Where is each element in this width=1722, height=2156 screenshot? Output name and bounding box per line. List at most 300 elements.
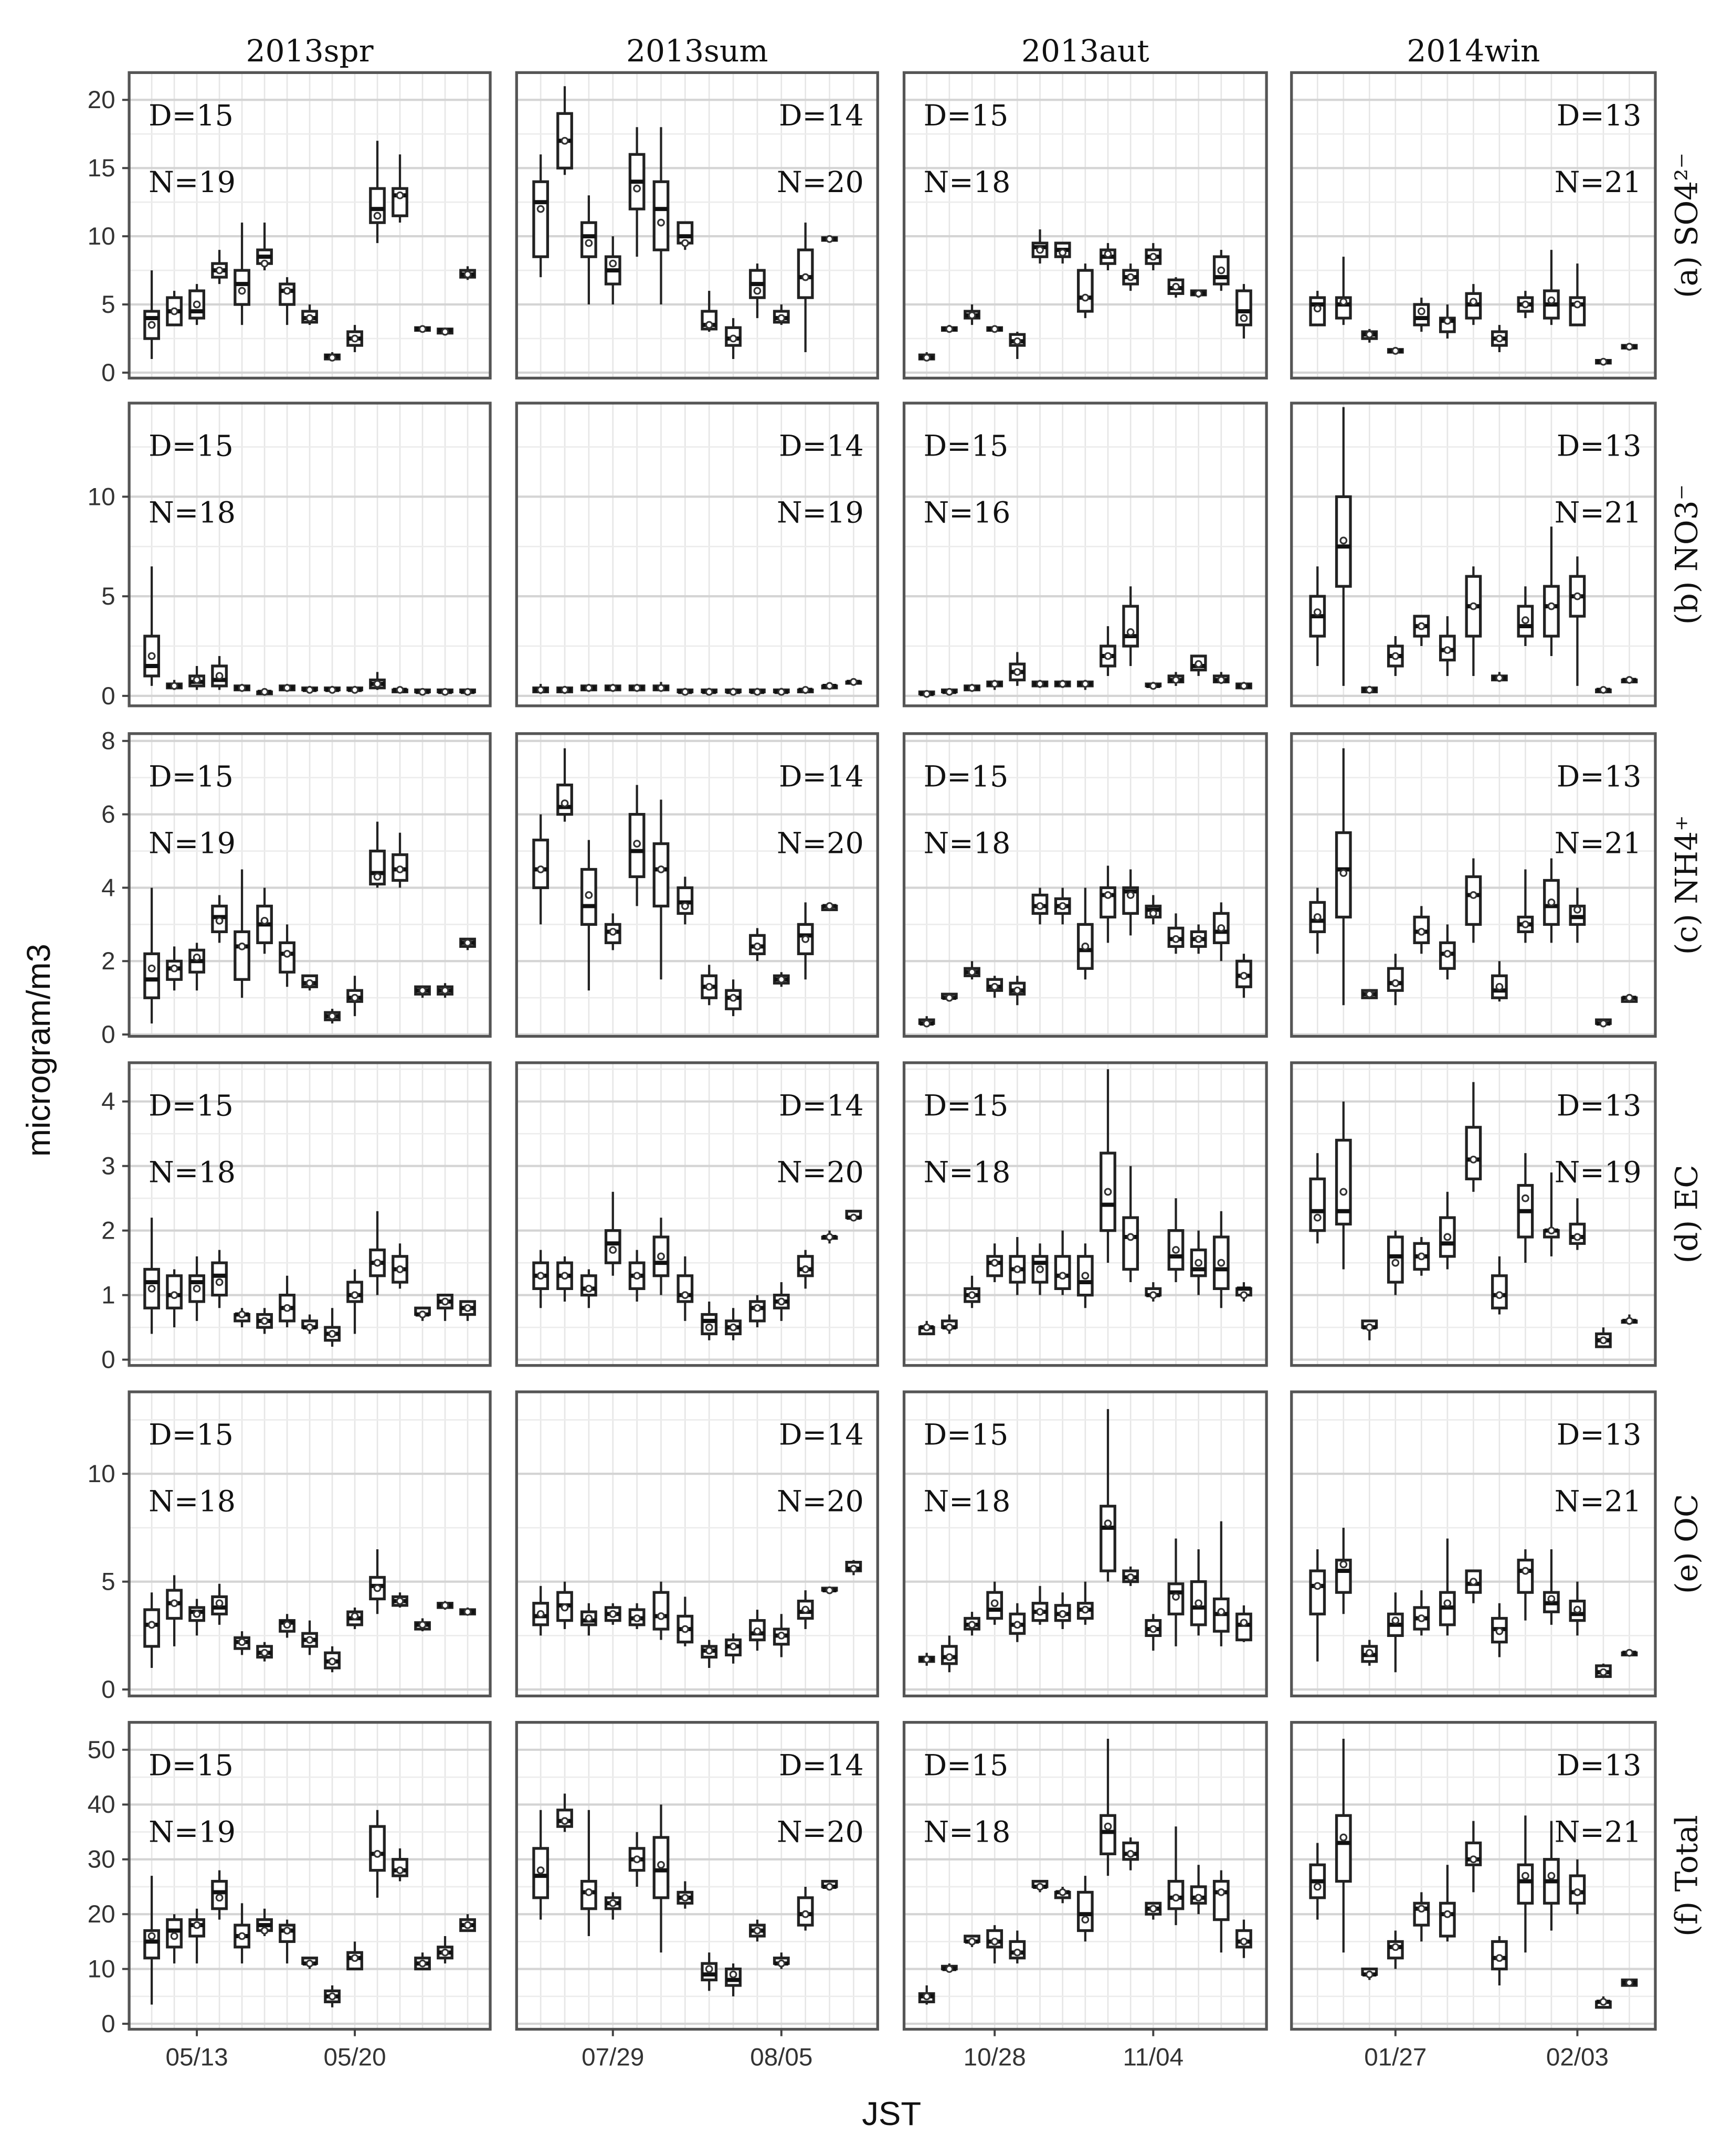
- box-mean-point: [991, 1939, 998, 1945]
- box-mean-point: [1127, 892, 1134, 899]
- box-13: [822, 1882, 836, 1890]
- panel: [1292, 1392, 1655, 1696]
- box-mean-point: [1105, 1520, 1111, 1527]
- box-mean-point: [1419, 1906, 1425, 1912]
- box-mean-point: [442, 1602, 448, 1609]
- box-mean-point: [1082, 1917, 1089, 1923]
- box-mean-point: [658, 1253, 664, 1260]
- days-count-label: D=13: [1556, 1088, 1642, 1123]
- box-mean-point: [946, 1654, 953, 1661]
- season-strip-label: 2013spr: [246, 33, 374, 69]
- box-mean-point: [634, 841, 640, 847]
- box-5: [1414, 1237, 1428, 1276]
- panel: [1292, 734, 1655, 1037]
- box-mean-point: [1392, 1260, 1399, 1266]
- days-count-label: D=15: [923, 1748, 1009, 1783]
- x-tick-label: 01/27: [1364, 2043, 1427, 2072]
- box-mean-point: [149, 1933, 155, 1939]
- box-mean-point: [1105, 653, 1111, 659]
- panel: [1292, 403, 1655, 706]
- box-mean-point: [464, 1609, 471, 1615]
- sample-count-label: N=20: [776, 1484, 864, 1519]
- box-mean-point: [261, 689, 268, 695]
- box-mean-point: [586, 1286, 592, 1292]
- box-mean-point: [537, 1273, 544, 1279]
- box-mean-point: [1150, 1626, 1156, 1632]
- y-tick-label: 6: [101, 800, 115, 829]
- box-13: [822, 236, 836, 242]
- box-mean-point: [1575, 1889, 1581, 1896]
- y-tick-label: 0: [101, 682, 115, 710]
- box-mean-point: [1575, 907, 1581, 913]
- box-mean-point: [1444, 1911, 1451, 1917]
- box-mean-point: [1548, 900, 1555, 906]
- box-mean-point: [658, 219, 664, 226]
- box-mean-point: [149, 322, 155, 328]
- box-mean-point: [194, 677, 200, 683]
- box-mean-point: [307, 687, 313, 693]
- box-mean-point: [171, 683, 177, 689]
- box-iqr: [1545, 586, 1558, 636]
- box-mean-point: [1015, 1622, 1021, 1628]
- box-mean-point: [239, 944, 245, 950]
- box-mean-point: [1037, 247, 1043, 253]
- box-mean-point: [827, 903, 833, 910]
- box-mean-point: [682, 1626, 689, 1632]
- box-12: [798, 687, 812, 694]
- panel: [1292, 72, 1655, 378]
- x-tick-label: 07/29: [582, 2043, 645, 2072]
- box-mean-point: [464, 1922, 471, 1928]
- box-15: [1237, 682, 1251, 690]
- box-mean-point: [1150, 253, 1156, 260]
- box-mean-point: [706, 984, 712, 990]
- box-mean-point: [537, 1611, 544, 1617]
- box-11: [775, 688, 788, 695]
- y-tick-label: 2: [101, 1217, 115, 1245]
- panel: [904, 734, 1267, 1037]
- box-mean-point: [1340, 537, 1347, 544]
- box-iqr: [1237, 1614, 1251, 1640]
- box-mean-point: [1575, 1234, 1581, 1240]
- box-mean-point: [329, 1013, 335, 1019]
- box-mean-point: [1015, 1949, 1021, 1956]
- box-mean-point: [562, 138, 568, 144]
- box-mean-point: [1523, 301, 1529, 308]
- panel: [904, 403, 1267, 706]
- panel: [904, 1722, 1267, 2030]
- box-mean-point: [706, 1966, 712, 1972]
- box-mean-point: [239, 288, 245, 294]
- y-tick-label: 0: [101, 1021, 115, 1049]
- box-mean-point: [610, 685, 616, 691]
- box-mean-point: [1626, 1980, 1633, 1986]
- box-mean-point: [1241, 973, 1247, 979]
- box-iqr: [1214, 1882, 1228, 1920]
- box-mean-point: [1626, 677, 1633, 683]
- box-mean-point: [1340, 299, 1347, 305]
- days-count-label: D=14: [779, 1748, 864, 1783]
- box-mean-point: [216, 267, 223, 273]
- box-2: [558, 686, 572, 694]
- box-mean-point: [1060, 1889, 1066, 1896]
- box-mean-point: [261, 1928, 268, 1934]
- days-count-label: D=13: [1556, 1748, 1642, 1783]
- species-strip-label: (f) Total: [1668, 1815, 1705, 1937]
- box-mean-point: [1037, 1609, 1043, 1615]
- box-mean-point: [778, 315, 785, 321]
- box-mean-point: [1626, 1318, 1633, 1324]
- box-mean-point: [682, 1895, 689, 1901]
- box-mean-point: [194, 1286, 200, 1292]
- box-mean-point: [1082, 1273, 1089, 1279]
- sample-count-label: N=18: [923, 165, 1011, 199]
- box-mean-point: [397, 1266, 403, 1273]
- box-mean-point: [1548, 1596, 1555, 1602]
- box-mean-point: [1444, 1234, 1451, 1240]
- box-mean-point: [329, 1658, 335, 1665]
- box-mean-point: [1419, 929, 1425, 935]
- box-mean-point: [1173, 1895, 1179, 1901]
- box-mean-point: [562, 1604, 568, 1611]
- box-mean-point: [397, 866, 403, 873]
- box-mean-point: [634, 685, 640, 691]
- box-mean-point: [706, 322, 712, 328]
- box-iqr: [1124, 606, 1137, 646]
- y-tick-label: 10: [87, 223, 115, 251]
- sample-count-label: N=18: [149, 495, 236, 530]
- x-tick-label: 02/03: [1546, 2043, 1609, 2072]
- sample-count-label: N=20: [776, 1815, 864, 1849]
- box-mean-point: [924, 1020, 930, 1027]
- box-mean-point: [1523, 1568, 1529, 1574]
- box-mean-point: [239, 1639, 245, 1645]
- box-mean-point: [991, 1600, 998, 1607]
- box-3: [582, 684, 596, 692]
- box-mean-point: [239, 685, 245, 691]
- box-mean-point: [754, 288, 760, 294]
- box-mean-point: [1392, 1618, 1399, 1624]
- box-mean-point: [706, 1324, 712, 1330]
- species-strip-label: (a) SO4²⁻: [1668, 152, 1705, 299]
- box-mean-point: [1105, 1189, 1111, 1195]
- box-mean-point: [658, 1613, 664, 1620]
- box-mean-point: [397, 1867, 403, 1874]
- sample-count-label: N=16: [923, 495, 1011, 530]
- y-tick-label: 20: [87, 1900, 115, 1929]
- box-iqr: [534, 182, 547, 257]
- sample-count-label: N=19: [1554, 1155, 1642, 1190]
- sample-count-label: N=20: [776, 826, 864, 861]
- box-3: [965, 684, 979, 692]
- box-mean-point: [307, 1324, 313, 1330]
- box-mean-point: [1196, 290, 1202, 297]
- box-mean-point: [284, 288, 290, 294]
- box-7: [280, 684, 294, 692]
- season-strip-label: 2013sum: [626, 33, 768, 69]
- box-mean-point: [419, 1622, 426, 1628]
- box-mean-point: [1419, 623, 1425, 629]
- box-mean-point: [1037, 681, 1043, 687]
- box-mean-point: [1241, 1620, 1247, 1626]
- box-7: [678, 688, 692, 695]
- box-mean-point: [374, 1260, 381, 1266]
- box-mean-point: [754, 1928, 760, 1934]
- sample-count-label: N=18: [149, 1155, 236, 1190]
- days-count-label: D=14: [779, 98, 864, 133]
- box-mean-point: [991, 326, 998, 332]
- box-mean-point: [1218, 1260, 1224, 1266]
- box-mean-point: [1600, 687, 1607, 693]
- box-mean-point: [778, 976, 785, 982]
- box-mean-point: [329, 355, 335, 361]
- box-mean-point: [586, 1889, 592, 1896]
- box-mean-point: [778, 689, 785, 695]
- box-mean-point: [1548, 603, 1555, 609]
- y-tick-label: 5: [101, 583, 115, 611]
- box-mean-point: [754, 689, 760, 695]
- box-mean-point: [397, 687, 403, 693]
- box-mean-point: [1366, 1324, 1372, 1330]
- box-iqr: [371, 1826, 384, 1870]
- y-tick-label: 10: [87, 1460, 115, 1488]
- days-count-label: D=13: [1556, 98, 1642, 133]
- box-mean-point: [1015, 987, 1021, 994]
- box-mean-point: [194, 301, 200, 308]
- season-strip-label: 2013aut: [1021, 33, 1149, 69]
- box-iqr: [1311, 1571, 1324, 1614]
- sample-count-label: N=18: [923, 1815, 1011, 1849]
- box-mean-point: [1575, 301, 1581, 308]
- box-mean-point: [1471, 1856, 1477, 1863]
- box-mean-point: [397, 192, 403, 198]
- box-mean-point: [1060, 1611, 1066, 1617]
- box-mean-point: [1444, 318, 1451, 324]
- box-mean-point: [1082, 294, 1089, 301]
- box-mean-point: [171, 1933, 177, 1939]
- box-iqr: [1101, 1815, 1115, 1854]
- days-count-label: D=15: [149, 1748, 234, 1783]
- box-mean-point: [1060, 1273, 1066, 1279]
- box-iqr: [1441, 1903, 1454, 1936]
- box-mean-point: [537, 866, 544, 873]
- box-mean-point: [216, 673, 223, 679]
- days-count-label: D=15: [923, 98, 1009, 133]
- box-mean-point: [171, 965, 177, 971]
- sample-count-label: N=21: [1554, 495, 1642, 530]
- box-mean-point: [991, 1260, 998, 1266]
- days-count-label: D=14: [779, 1088, 864, 1123]
- box-iqr: [1079, 1892, 1092, 1930]
- box-12: [1169, 277, 1182, 298]
- box-mean-point: [1366, 1650, 1372, 1656]
- x-tick-label: 05/13: [165, 2043, 228, 2072]
- box-mean-point: [706, 689, 712, 695]
- box-mean-point: [658, 866, 664, 873]
- y-tick-label: 10: [87, 1955, 115, 1983]
- box-mean-point: [1314, 305, 1320, 312]
- box-mean-point: [464, 940, 471, 946]
- box-mean-point: [969, 1292, 975, 1298]
- box-mean-point: [419, 689, 426, 695]
- box-mean-point: [1015, 1266, 1021, 1273]
- box-mean-point: [329, 1331, 335, 1337]
- box-mean-point: [442, 987, 448, 994]
- sample-count-label: N=19: [149, 165, 236, 199]
- panel: [1292, 1063, 1655, 1366]
- species-strip-label: (d) EC: [1668, 1165, 1705, 1264]
- panel: [516, 734, 878, 1037]
- box-mean-point: [802, 1266, 809, 1273]
- box-4: [1389, 348, 1402, 354]
- box-mean-point: [284, 1622, 290, 1628]
- box-iqr: [1124, 1218, 1137, 1269]
- box-mean-point: [352, 687, 358, 693]
- box-mean-point: [171, 1292, 177, 1298]
- box-mean-point: [1105, 892, 1111, 899]
- box-mean-point: [1127, 1234, 1134, 1240]
- box-mean-point: [827, 1884, 833, 1890]
- box-mean-point: [1496, 335, 1503, 342]
- y-tick-label: 15: [87, 154, 115, 183]
- box-mean-point: [682, 689, 689, 695]
- y-tick-label: 50: [87, 1736, 115, 1764]
- box-mean-point: [352, 1955, 358, 1961]
- box-mean-point: [442, 329, 448, 335]
- box-mean-point: [1082, 1607, 1089, 1613]
- box-mean-point: [802, 1911, 809, 1917]
- box-mean-point: [1218, 267, 1224, 273]
- box-mean-point: [1444, 647, 1451, 653]
- box-iqr: [654, 1592, 668, 1629]
- box-mean-point: [730, 1971, 736, 1978]
- box-mean-point: [1015, 338, 1021, 344]
- box-mean-point: [1105, 1823, 1111, 1830]
- box-mean-point: [969, 969, 975, 975]
- species-strip-label: (c) NH4⁺: [1668, 815, 1705, 955]
- box-7: [1055, 680, 1069, 688]
- box-mean-point: [352, 995, 358, 1001]
- box-3: [190, 284, 204, 325]
- box-mean-point: [284, 1928, 290, 1934]
- box-6: [1033, 680, 1047, 688]
- box-mean-point: [1173, 1247, 1179, 1253]
- box-mean-point: [1340, 1189, 1347, 1195]
- box-mean-point: [194, 1922, 200, 1928]
- box-mean-point: [827, 683, 833, 689]
- box-mean-point: [1392, 980, 1399, 986]
- box-mean-point: [1196, 661, 1202, 667]
- box-mean-point: [1471, 603, 1477, 609]
- box-mean-point: [1366, 1971, 1372, 1978]
- box-iqr: [1311, 1179, 1324, 1230]
- panel: [904, 72, 1267, 378]
- y-tick-label: 4: [101, 1087, 115, 1116]
- box-mean-point: [194, 954, 200, 960]
- box-mean-point: [1523, 1873, 1529, 1879]
- y-tick-label: 8: [101, 727, 115, 755]
- days-count-label: D=15: [923, 429, 1009, 463]
- box-3: [1362, 686, 1376, 693]
- box-mean-point: [284, 1305, 290, 1311]
- box-mean-point: [1241, 1292, 1247, 1298]
- box-mean-point: [610, 1611, 616, 1617]
- days-count-label: D=15: [149, 759, 234, 794]
- box-mean-point: [778, 1298, 785, 1305]
- box-mean-point: [1150, 911, 1156, 917]
- y-tick-label: 5: [101, 290, 115, 319]
- panel: [516, 72, 878, 378]
- box-mean-point: [149, 1622, 155, 1628]
- box-mean-point: [1150, 1906, 1156, 1912]
- box-mean-point: [1314, 609, 1320, 616]
- box-mean-point: [1241, 1939, 1247, 1945]
- box-5: [630, 684, 643, 692]
- box-mean-point: [1523, 617, 1529, 623]
- box-iqr: [1466, 1127, 1480, 1179]
- box-mean-point: [1015, 669, 1021, 675]
- box-mean-point: [1037, 1884, 1043, 1890]
- box-mean-point: [1314, 1884, 1320, 1890]
- box-11: [1146, 682, 1160, 689]
- box-mean-point: [802, 936, 809, 943]
- box-mean-point: [216, 1895, 223, 1901]
- box-mean-point: [1314, 1214, 1320, 1221]
- box-mean-point: [634, 1273, 640, 1279]
- box-mean-point: [1340, 1834, 1347, 1841]
- box-mean-point: [216, 918, 223, 924]
- box-mean-point: [419, 987, 426, 994]
- box-mean-point: [562, 800, 568, 807]
- box-mean-point: [610, 260, 616, 267]
- box-mean-point: [610, 929, 616, 935]
- box-mean-point: [1548, 297, 1555, 303]
- box-mean-point: [307, 315, 313, 321]
- box-mean-point: [1366, 687, 1372, 693]
- days-count-label: D=13: [1556, 1418, 1642, 1452]
- box-mean-point: [1340, 1561, 1347, 1568]
- box-mean-point: [682, 1292, 689, 1298]
- sample-count-label: N=21: [1554, 826, 1642, 861]
- sample-count-label: N=21: [1554, 1815, 1642, 1849]
- box-13: [416, 326, 429, 332]
- panel: [516, 1722, 878, 2030]
- box-9: [325, 686, 339, 693]
- panel: [1292, 1722, 1655, 2030]
- box-mean-point: [1496, 1292, 1503, 1298]
- box-mean-point: [419, 1312, 426, 1318]
- box-mean-point: [419, 326, 426, 332]
- sample-count-label: N=19: [776, 495, 864, 530]
- box-14: [438, 1601, 452, 1610]
- box-mean-point: [1471, 1579, 1477, 1585]
- box-mean-point: [419, 1960, 426, 1967]
- species-strip-label: (e) OC: [1668, 1494, 1705, 1594]
- box-4: [988, 326, 1001, 332]
- box-mean-point: [284, 950, 290, 957]
- box-mean-point: [754, 1628, 760, 1634]
- box-iqr: [1337, 1815, 1350, 1881]
- y-tick-label: 0: [101, 1346, 115, 1374]
- sample-count-label: N=20: [776, 165, 864, 199]
- box-mean-point: [610, 1900, 616, 1906]
- box-mean-point: [851, 1566, 857, 1572]
- box-mean-point: [1060, 903, 1066, 910]
- box-mean-point: [374, 1851, 381, 1857]
- box-mean-point: [284, 685, 290, 691]
- box-4: [606, 684, 620, 692]
- box-mean-point: [586, 892, 592, 899]
